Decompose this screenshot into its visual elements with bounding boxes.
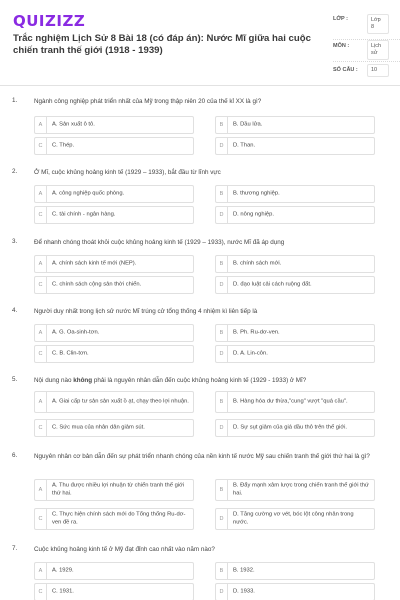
option-letter: A	[35, 256, 47, 272]
option-text: C. tài chính - ngân hàng.	[52, 211, 116, 218]
question-text: Cuộc khủng hoảng kinh tế ở Mỹ đạt đỉnh cao nhất vào năm nào?	[34, 546, 215, 553]
option-a[interactable]	[34, 116, 194, 134]
option-text: C. 1931.	[52, 588, 74, 595]
option-letter: C	[35, 207, 47, 223]
subject-value: Lịch sử	[367, 40, 389, 60]
question-text: Ngành công nghiệp phát triển nhất của Mỹ trong thập niên 20 của thế kỉ XX là gì?	[34, 98, 262, 105]
option-letter: B	[216, 325, 228, 341]
question-number: 6.	[12, 452, 18, 459]
subject-label: MÔN :	[333, 43, 350, 49]
subject-row	[333, 40, 400, 62]
question-number: 5.	[12, 376, 18, 383]
option-a[interactable]	[34, 391, 194, 413]
option-d[interactable]	[215, 206, 375, 224]
count-row	[333, 63, 400, 79]
option-letter: B	[216, 563, 228, 579]
option-letter: A	[35, 186, 47, 202]
worksheet-meta	[333, 0, 400, 86]
option-text: B. thương nghiệp.	[233, 190, 280, 197]
option-letter: D	[216, 346, 228, 362]
option-letter: B	[216, 186, 228, 202]
class-value: Lớp 8	[367, 14, 389, 34]
option-text: C. Sức mua của nhân dân giảm sút.	[52, 424, 145, 431]
option-letter: D	[216, 277, 228, 293]
option-text: D. 1933.	[233, 588, 255, 595]
option-c[interactable]	[34, 583, 194, 600]
question-1	[0, 97, 400, 159]
question-text-emphasis: không	[73, 377, 93, 384]
option-letter: D	[216, 207, 228, 223]
option-text: C. Thép.	[52, 142, 75, 149]
option-b[interactable]	[215, 255, 375, 273]
count-label: SỐ CÂU :	[333, 67, 358, 73]
option-text: D. nông nghiệp.	[233, 211, 274, 218]
option-a[interactable]	[34, 324, 194, 342]
option-b[interactable]	[215, 479, 375, 501]
option-d[interactable]	[215, 345, 375, 363]
question-text: Để nhanh chóng thoát khỏi cuộc khủng hoảng kinh tế (1929 – 1933), nước Mĩ đã áp dụng	[34, 239, 285, 246]
option-text: A. chính sách kinh tế mới (NEP).	[52, 260, 137, 267]
option-text: A. Giai cấp tư sản sản xuất ồ ạt, chạy theo lợi nhuận.	[52, 398, 189, 405]
option-letter: A	[35, 325, 47, 341]
question-text: Nguyên nhân cơ bản dẫn đến sự phát triển nhanh chóng của nền kinh tế nước Mỹ sau chiến tranh thế giới thứ hai là gì?	[34, 453, 370, 460]
option-c[interactable]	[34, 508, 194, 530]
option-letter: C	[35, 420, 47, 436]
question-number: 7.	[12, 545, 18, 552]
option-d[interactable]	[215, 137, 375, 155]
question-6	[0, 452, 400, 538]
option-text: C. Thực hiện chính sách mới do Tổng thống Ru-dơ-ven đề ra.	[52, 511, 186, 525]
option-letter: C	[35, 138, 47, 154]
option-text: B. chính sách mới.	[233, 260, 282, 267]
option-letter: D	[216, 584, 228, 600]
option-c[interactable]	[34, 276, 194, 294]
question-3	[0, 238, 400, 300]
option-letter: B	[216, 117, 228, 133]
option-text: B. Dầu lửa.	[233, 121, 263, 128]
option-b[interactable]	[215, 185, 375, 203]
option-text: A. công nghiệp quốc phòng.	[52, 190, 125, 197]
option-b[interactable]	[215, 116, 375, 134]
count-value: 10	[367, 64, 389, 77]
option-text: C. chính sách cộng sản thời chiến.	[52, 281, 142, 288]
option-text: A. G. Oa-sinh-tơn.	[52, 329, 100, 336]
option-text: A. 1929.	[52, 567, 74, 574]
option-text: B. Ph. Ru-dơ-ven.	[233, 329, 280, 336]
option-d[interactable]	[215, 276, 375, 294]
option-text: C. B. Clin-tơn.	[52, 350, 89, 357]
option-letter: C	[35, 346, 47, 362]
question-4	[0, 307, 400, 369]
option-letter: A	[35, 117, 47, 133]
option-d[interactable]	[215, 419, 375, 437]
option-d[interactable]	[215, 583, 375, 600]
question-text-pre: Nội dung nào	[34, 377, 74, 384]
question-number: 1.	[12, 97, 18, 104]
option-letter: A	[35, 392, 47, 412]
option-b[interactable]	[215, 562, 375, 580]
option-letter: C	[35, 509, 47, 529]
question-7	[0, 545, 400, 600]
option-a[interactable]	[34, 562, 194, 580]
question-text	[34, 376, 390, 385]
option-letter: C	[35, 584, 47, 600]
worksheet-header	[0, 0, 400, 86]
question-number: 3.	[12, 238, 18, 245]
option-letter: B	[216, 392, 228, 412]
option-letter: B	[216, 256, 228, 272]
option-b[interactable]	[215, 391, 375, 413]
option-c[interactable]	[34, 345, 194, 363]
option-text: A. Sản xuất ô tô.	[52, 121, 95, 128]
question-text: Người duy nhất trong lịch sử nước Mĩ trúng cử tổng thống 4 nhiệm kì liên tiếp là	[34, 308, 258, 315]
option-letter: D	[216, 420, 228, 436]
class-row	[333, 14, 400, 40]
option-letter: A	[35, 563, 47, 579]
worksheet-title: Trắc nghiệm Lịch Sử 8 Bài 18 (có đáp án): Nước Mĩ giữa hai cuộc chiến tranh thế giới (1918 - 1939)	[13, 33, 311, 56]
question-text: Ở Mĩ, cuộc khủng hoảng kinh tế (1929 – 1933), bắt đầu từ lĩnh vực	[34, 169, 221, 176]
question-2	[0, 168, 400, 230]
option-text: D. đạo luật cải cách ruộng đất.	[233, 281, 312, 288]
option-text: B. 1932.	[233, 567, 255, 574]
option-text: B. Hàng hóa dư thừa,"cung" vượt "quá cầu".	[233, 398, 348, 405]
option-a[interactable]	[34, 255, 194, 273]
option-c[interactable]	[34, 419, 194, 437]
option-d[interactable]	[215, 508, 375, 530]
option-c[interactable]	[34, 137, 194, 155]
option-c[interactable]	[34, 206, 194, 224]
quizizz-logo: QUIZIZZ	[13, 12, 86, 30]
option-a[interactable]	[34, 479, 194, 501]
option-letter: B	[216, 480, 228, 500]
question-5	[0, 376, 400, 444]
option-a[interactable]	[34, 185, 194, 203]
option-letter: A	[35, 480, 47, 500]
option-letter: D	[216, 138, 228, 154]
option-text: A. Thu được nhiều lợi nhuận từ chiến tranh thế giới thứ hai.	[52, 482, 185, 496]
class-label: LỚP :	[333, 16, 348, 22]
question-number: 2.	[12, 168, 18, 175]
question-text-post: phải là nguyên nhân dẫn đến cuộc khủng hoảng kinh tế (1929 - 1933) ở Mĩ?	[92, 377, 307, 384]
option-text: D. Tăng cường vơ vét, bóc lột công nhân trong nước.	[233, 511, 354, 525]
option-text: D. Than.	[233, 142, 256, 149]
option-text: D. A. Lin-côn.	[233, 350, 268, 357]
option-letter: C	[35, 277, 47, 293]
option-b[interactable]	[215, 324, 375, 342]
question-number: 4.	[12, 307, 18, 314]
option-text: D. Sự sụt giảm của giá dầu thô trên thế giới.	[233, 424, 348, 431]
option-letter: D	[216, 509, 228, 529]
option-text: B. Đẩy mạnh xâm lược trong chiến tranh thế giới thứ hai.	[233, 482, 369, 496]
